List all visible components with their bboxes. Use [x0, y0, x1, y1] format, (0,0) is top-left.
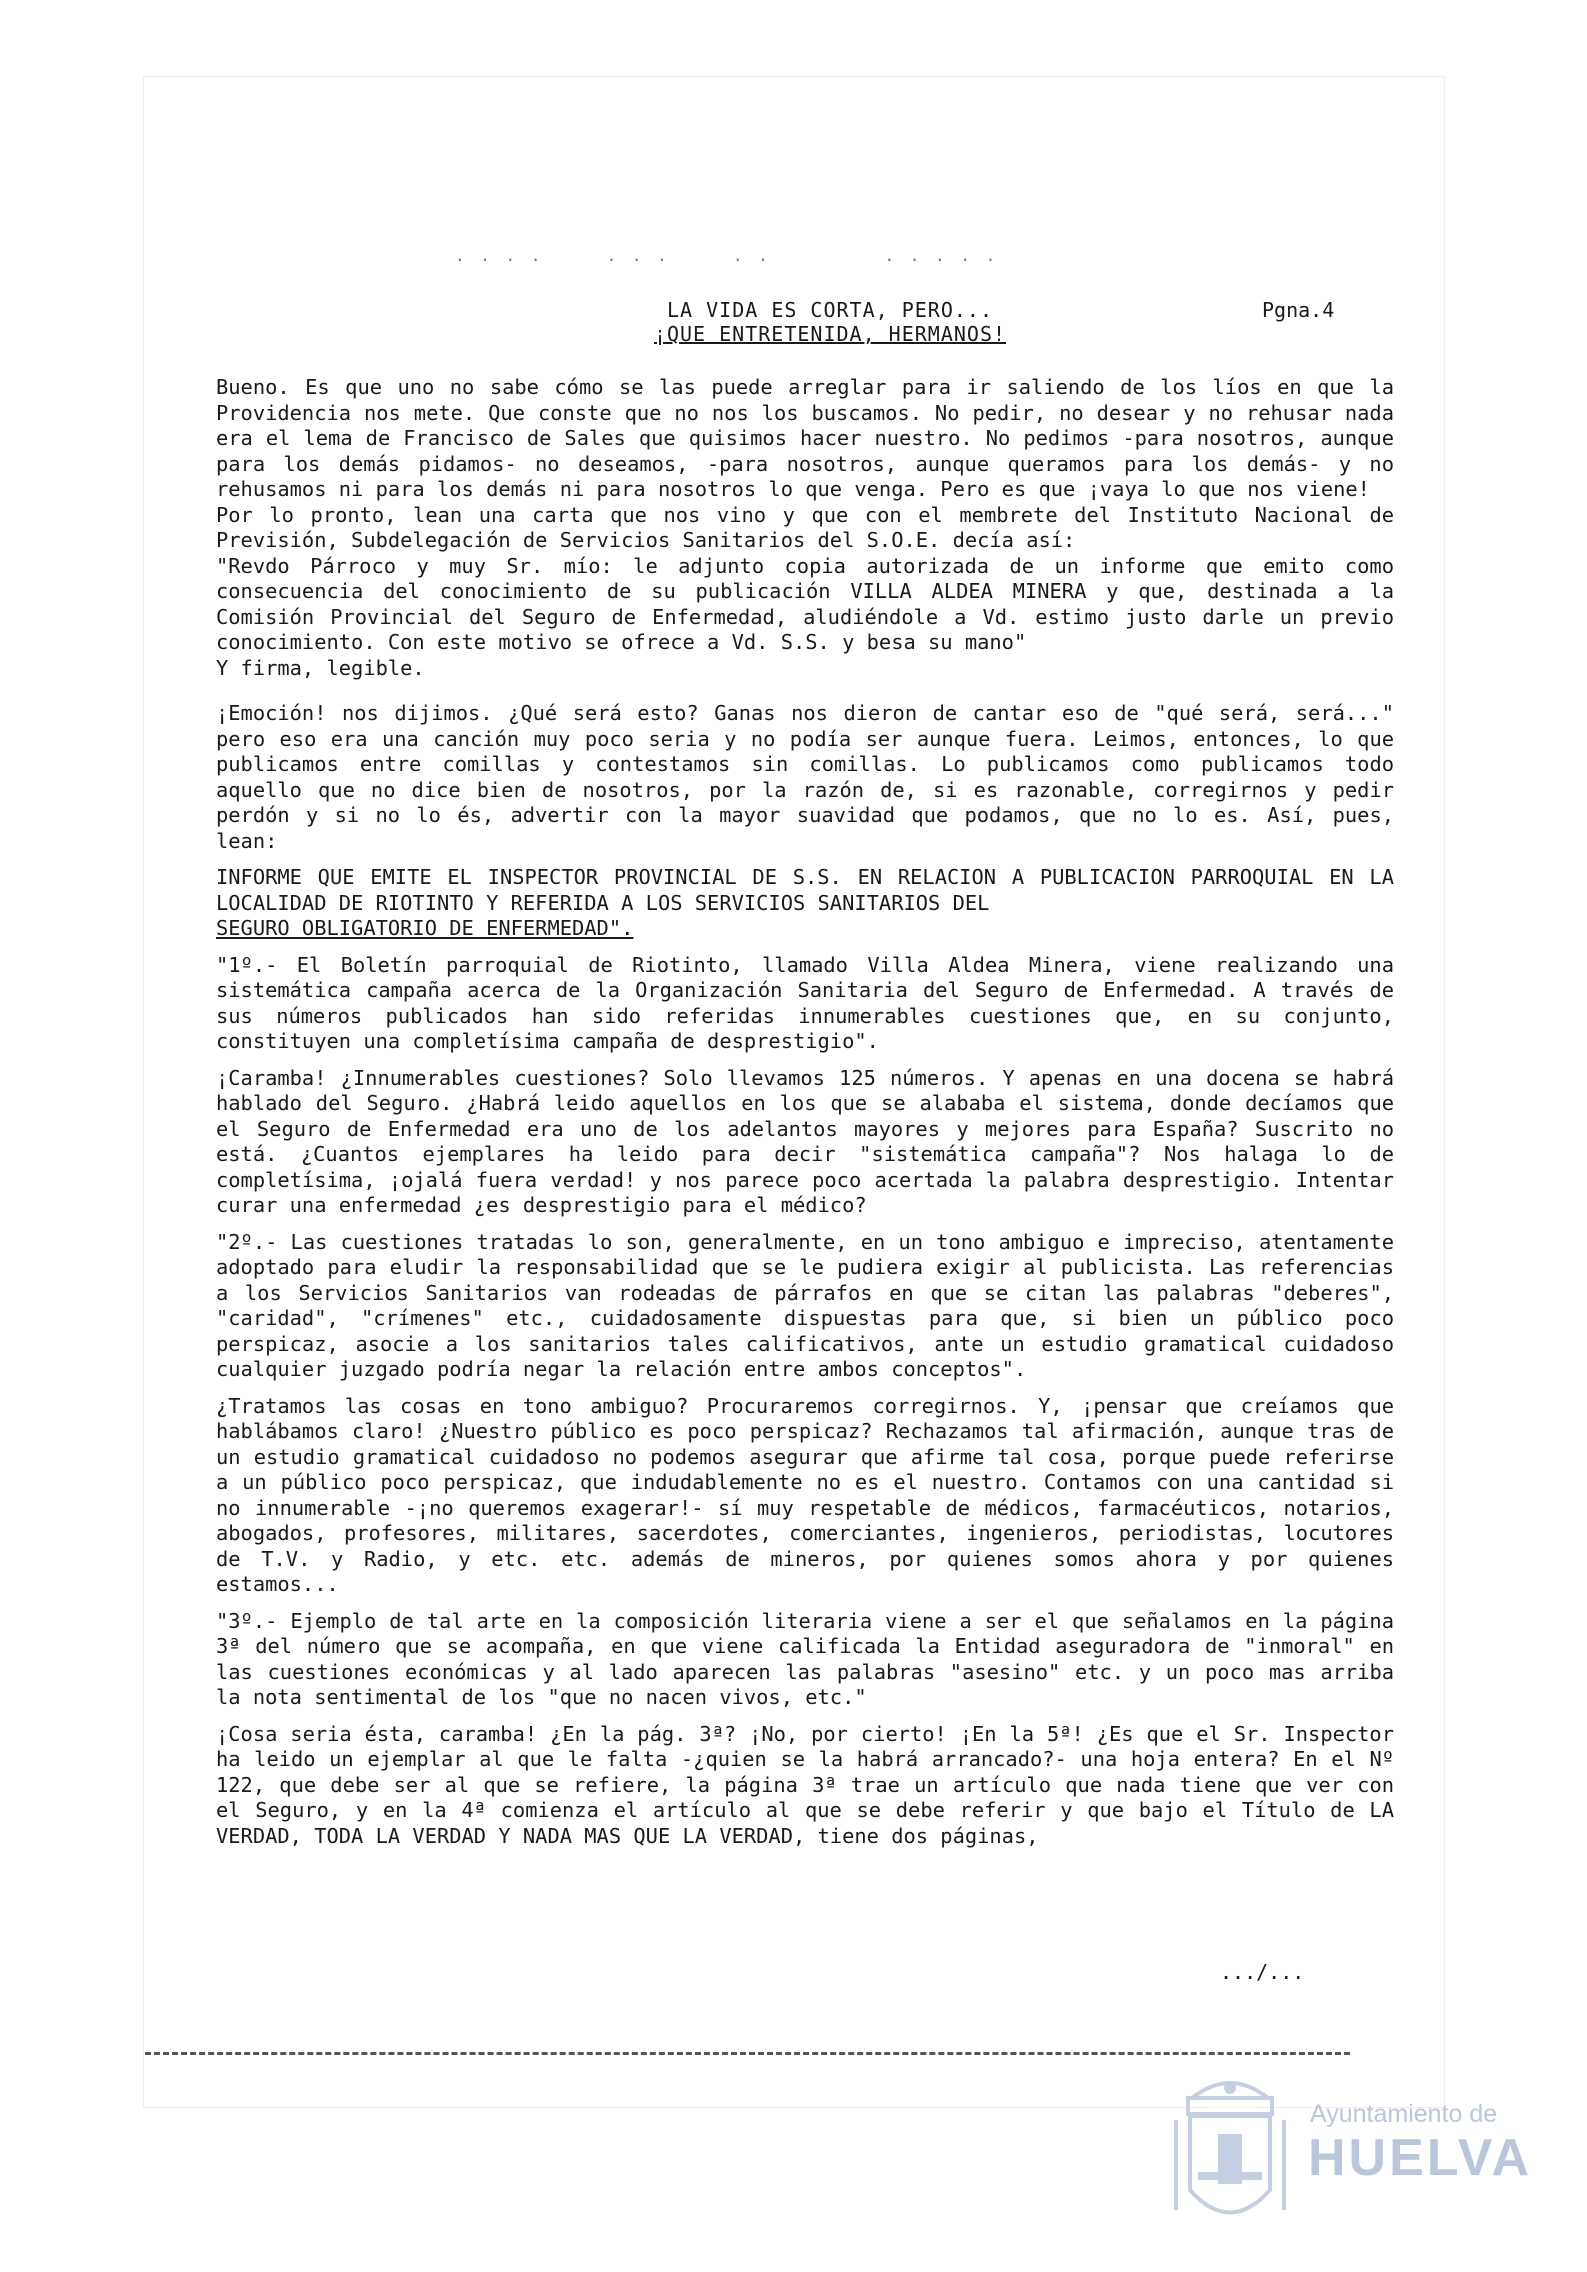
page-number: Pgna.4: [1262, 298, 1335, 322]
report-title: [216, 865, 1394, 942]
title-line-1: LA VIDA ES CORTA, PERO...: [666, 298, 994, 322]
section-1-reply: ¡Caramba! ¿Innumerables cuestiones? Solo llevamos 125 números. Y apenas en una docena se habrá hablado del Seguro. ¿Habrá leido aquellos en los que se alababa el sistema, donde decíamos que el Seguro de Enfermedad era uno de los adelantos mayores y mejores para España? Suscrito no está. ¿Cuantos ejemplares ha leido para decir "sistemática campaña"? Nos halaga lo de completísima, ¡ojalá fuera verdad! y nos parece poco acertada la palabra desprestigio. Intentar curar una enfermedad ¿es desprestigio para el médico?: [216, 1065, 1394, 1217]
paragraph-emocion: ¡Emoción! nos dijimos. ¿Qué será esto? Ganas nos dieron de cantar eso de "qué será, será..." pero eso era una canción muy poco seria y no podía ser aunque fuera. Leimos, entonces, lo que publicamos entre comillas y contestamos sin comillas. Lo publicamos como publicamos todo aquello que no dice bien de nosotros, por la razón de, si es razonable, corregirnos y pedir perdón y si no lo és, advertir con la mayor suavidad que podamos, que no lo es. Así, pues, lean:: [216, 701, 1394, 853]
body-text: [216, 375, 1394, 1860]
paragraph-intro: Bueno. Es que uno no sabe cómo se las puede arreglar para ir saliendo de los líos en que la Providencia nos mete. Que conste que no nos los buscamos. No pedir, no desear y no rehusar nada era el lema de Francisco de Sales que quisimos hacer nuestro. No pedimos -para nosotros, aunque para los demás pidamos- no deseamos, -para nosotros, aunque queramos para los demás- y no rehusamos ni para los demás ni para nosotros lo que venga. Pero es que ¡vaya lo que nos viene!: [216, 375, 1394, 501]
signature-line: Y firma, legible.: [216, 655, 425, 680]
section-1-quote: "1º.- El Boletín parroquial de Riotinto, llamado Villa Aldea Minera, viene realizando una sistemática campaña acerca de la Organización Sanitaria del Seguro de Enfermedad. A través de sus números publicados han sido referidas innumerables cuestiones que, en su conjunto, constituyen una completísima campaña de desprestigio".: [216, 952, 1394, 1053]
report-title-line-1: INFORME QUE EMITE EL INSPECTOR PROVINCIAL DE S.S. EN RELACION A PUBLICACION PARROQUIAL EN LA LOCALIDAD DE RIOTINTO Y REFERIDA A LOS SERVICIOS SANITARIOS DEL: [216, 865, 1394, 915]
crest-motto: ET TERRA: [1207, 2102, 1253, 2112]
section-2-quote: "2º.- Las cuestiones tratadas lo son, generalmente, en un tono ambiguo e impreciso, atentamente adoptado para eludir la responsabilidad que se le pudiera exigir al publicista. Las referencias a los Servicios Sanitarios van rodeadas de párrafos en que se citan las palabras "deberes", "caridad", "crímenes" etc., cuidadosamente dispuestas para que, si bien un público poco perspicaz, asocie a los sanitarios tales calificativos, ante un estudio gramatical cuidadoso cualquier juzgado podría negar la relación entre ambos conceptos".: [216, 1229, 1394, 1381]
paragraph-letter-intro: Por lo pronto, lean una carta que nos vino y que con el membrete del Instituto Nacional de Previsión, Subdelegación de Servicios Sanitarios del S.O.E. decía así:: [216, 502, 1394, 552]
title-line-2: ¡QUE ENTRETENIDA, HERMANOS!: [653, 322, 1007, 346]
continuation-mark: .../...: [1220, 1960, 1305, 1984]
section-2-reply: ¿Tratamos las cosas en tono ambiguo? Procuraremos corregirnos. Y, ¡pensar que creíamos que hablábamos claro! ¿Nuestro público es poco perspicaz? Rechazamos tal afirmación, aunque tras de un estudio gramatical cuidadoso no podemos asegurar que afirme tal cosa, porque puede referirse a un público poco perspicaz, que indudablemente no es el nuestro. Contamos con una cantidad si no innumerable -¡no queremos exagerar!- sí muy respetable de médicos, farmacéuticos, notarios, abogados, profesores, militares, sacerdotes, comerciantes, ingenieros, periodistas, locutores de T.V. y Radio, y etc. etc. además de mineros, por quienes somos ahora y por quienes estamos...: [216, 1393, 1394, 1596]
report-title-line-2: SEGURO OBLIGATORIO DE ENFERMEDAD".: [216, 916, 634, 940]
paragraph-letter-quote: "Revdo Párroco y muy Sr. mío: le adjunto copia autorizada de un informe que emito como consecuencia del conocimiento de su publicación VILLA ALDEA MINERA y que, destinada a la Comisión Provincial del Seguro de Enfermedad, aludiéndole a Vd. estimo justo darle un previo conocimiento. Con este motivo se ofrece a Vd. S.S. y besa su mano": [216, 553, 1394, 654]
section-3-reply: ¡Cosa seria ésta, caramba! ¿En la pág. 3ª? ¡No, por cierto! ¡En la 5ª! ¿Es que el Sr. Inspector ha leido un ejemplar al que le falta -¿quien se la habrá arrancado?- una hoja entera? En el Nº 122, que debe ser al que se refiere, la página 3ª trae un artículo que nada tiene que ver con el Seguro, y en la 4ª comienza el artículo al que se debe referir y que bajo el Título de LA VERDAD, TODA LA VERDAD Y NADA MAS QUE LA VERDAD, tiene dos páginas,: [216, 1721, 1394, 1848]
footer-dashed-line: [145, 2052, 1350, 2055]
faded-noise: . . . . . . . . . . . . . .: [455, 246, 999, 265]
section-3-quote: "3º.- Ejemplo de tal arte en la composición literaria viene a ser el que señalamos en la página 3ª del número que se acompaña, en que viene calificada la Entidad aseguradora de "inmoral" en las cuestiones económicas y al lado aparecen las palabras "asesino" etc. y un poco mas arriba la nota sentimental de los "que no nacen vivos, etc.": [216, 1608, 1394, 1709]
watermark-line-1: Ayuntamiento de: [1310, 2100, 1498, 2128]
watermark-line-2: HUELVA: [1308, 2129, 1533, 2187]
title-block: [600, 298, 1060, 346]
